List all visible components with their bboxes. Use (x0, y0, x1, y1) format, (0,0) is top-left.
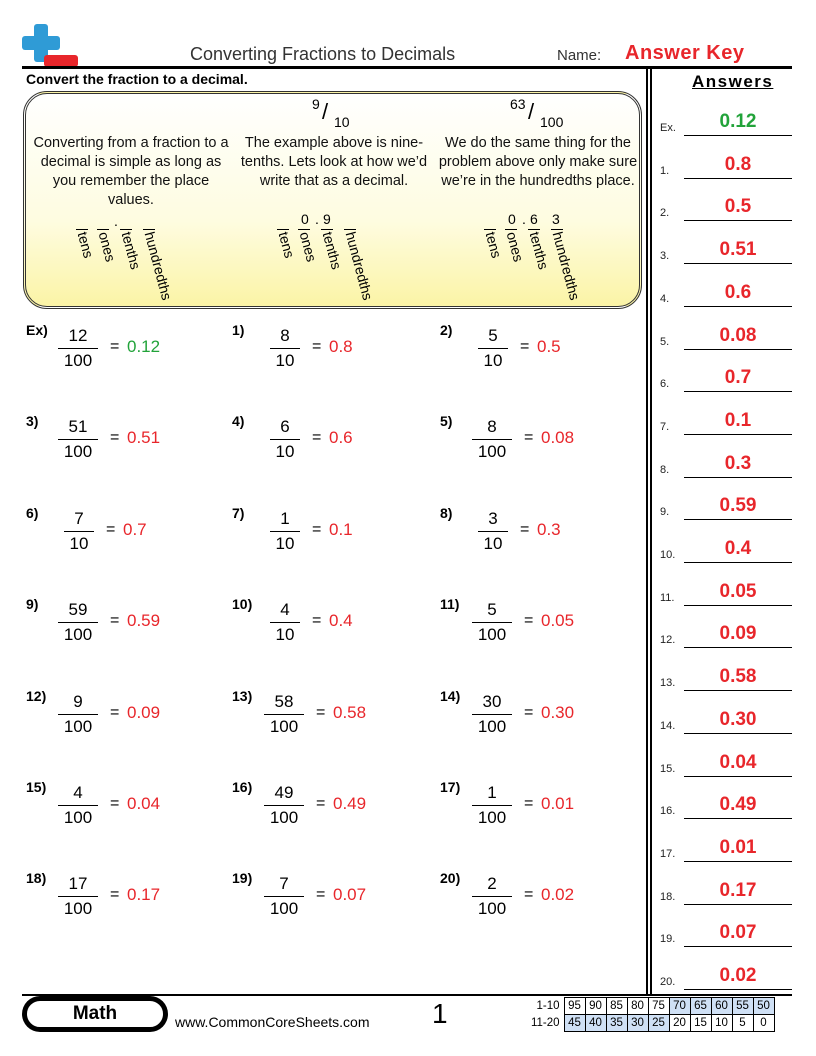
equals-sign: = (312, 429, 322, 446)
equals-sign: = (316, 704, 326, 721)
fraction-denominator: 10 (483, 351, 503, 370)
answer-label: 8. (660, 463, 670, 476)
fraction-numerator: 7 (279, 874, 289, 893)
problem-number: 3) (26, 413, 39, 429)
problem-answer: 0.51 (127, 428, 161, 447)
fraction-denominator: 100 (477, 808, 507, 827)
place-label: tens (74, 230, 97, 260)
answer-line (684, 946, 792, 947)
equals-sign: = (106, 521, 116, 538)
problem-fraction (64, 509, 94, 554)
answer-row (660, 566, 792, 606)
place-digit: 6 (530, 211, 538, 227)
example-text-intro: Converting from a fraction to a decimal is simple as long as you remember the place values. (33, 135, 229, 208)
fraction-bar (270, 622, 300, 623)
fraction-numerator: 59 (68, 600, 88, 619)
score-row-label: 11-20 (530, 1017, 560, 1029)
fraction-bar (58, 714, 98, 715)
fraction-numerator: 2 (487, 874, 497, 893)
problem-fraction (472, 692, 512, 737)
fraction-numerator: 9 (73, 692, 83, 711)
fraction-bar (270, 439, 300, 440)
problem-answer: 0.17 (127, 885, 161, 904)
score-cell: 20 (669, 1015, 690, 1032)
fraction-denominator: 100 (269, 717, 299, 736)
score-row (520, 1015, 774, 1032)
problem-number: 9) (26, 596, 39, 612)
fraction-numerator: 3 (488, 509, 498, 528)
answer-line (684, 776, 792, 777)
answer-line (684, 178, 792, 179)
name-value: Answer Key (625, 42, 745, 64)
answer-row (660, 480, 792, 520)
answer-label: 7. (660, 420, 670, 433)
fraction-bar (58, 896, 98, 897)
answer-row (660, 224, 792, 264)
fraction-numerator: 4 (280, 600, 290, 619)
answer-row (660, 181, 792, 221)
problem-number: 10) (232, 596, 253, 612)
equals-sign: = (110, 429, 120, 446)
place-label: tenths (118, 230, 144, 271)
fraction-denominator: 100 (63, 442, 93, 461)
equals-sign: = (524, 795, 534, 812)
problem-fraction (270, 509, 300, 554)
fraction-denominator: 100 (63, 899, 93, 918)
fraction-bar (472, 805, 512, 806)
problem-answer: 0.07 (333, 885, 367, 904)
answer-row (660, 694, 792, 734)
answer-label: 16. (660, 805, 676, 818)
equals-sign: = (524, 429, 534, 446)
equals-sign: = (110, 795, 120, 812)
problem-answer: 0.09 (127, 703, 161, 722)
decimal-point: . (522, 211, 526, 227)
score-cell: 10 (711, 1015, 732, 1032)
answer-line (684, 989, 792, 990)
answer-column-divider (646, 69, 652, 995)
answer-label: 6. (660, 378, 670, 391)
worksheet-title: Converting Fractions to Decimals (190, 44, 456, 64)
equals-sign: = (524, 612, 534, 629)
problem-fraction (478, 326, 508, 371)
problem-number: 4) (232, 413, 245, 429)
answer-label: 5. (660, 335, 670, 348)
problem-fraction (58, 600, 98, 645)
score-cell: 45 (564, 1015, 585, 1032)
problem-fraction (58, 692, 98, 737)
fraction-bar (472, 622, 512, 623)
problem-answer: 0.6 (329, 428, 353, 447)
problem-fraction (472, 600, 512, 645)
score-cell: 70 (669, 998, 690, 1015)
fraction-bar (270, 531, 300, 532)
problem-fraction (58, 783, 98, 828)
fraction-denominator: 10 (275, 534, 295, 553)
equals-sign: = (312, 521, 322, 538)
answer-value: 0.02 (719, 965, 757, 986)
answer-row (660, 352, 792, 392)
fraction-bar (472, 896, 512, 897)
problem-number: 6) (26, 505, 39, 521)
instruction-text: Convert the fraction to a decimal. (26, 71, 248, 87)
fraction-numerator: 4 (73, 783, 83, 802)
problem-number: 7) (232, 505, 245, 521)
score-cell: 55 (732, 998, 753, 1015)
answer-label: 15. (660, 762, 676, 775)
place-label: ones (95, 230, 119, 264)
example-denominator: 100 (540, 114, 564, 130)
score-cell: 0 (753, 1015, 774, 1032)
answer-label: 13. (660, 677, 676, 690)
fraction-slash: / (322, 99, 329, 124)
answer-row (660, 96, 792, 136)
score-cell: 80 (627, 998, 648, 1015)
fraction-bar (478, 348, 508, 349)
equals-sign: = (110, 886, 120, 903)
problem-number: 20) (440, 870, 461, 886)
score-row-label: 1-10 (536, 1000, 560, 1012)
answer-value: 0.09 (719, 623, 757, 645)
score-cell: 40 (585, 1015, 606, 1032)
decimal-point: . (114, 213, 118, 229)
answer-row (660, 139, 792, 179)
answer-label: 17. (660, 847, 676, 860)
answer-line (684, 562, 792, 563)
answer-label: 1. (660, 164, 670, 177)
answer-value: 0.17 (719, 879, 757, 901)
subject-pill: Math (24, 998, 166, 1030)
place-label: tens (275, 230, 298, 260)
problem-number: 8) (440, 505, 453, 521)
problem-answer: 0.30 (541, 703, 575, 722)
fraction-bar (472, 714, 512, 715)
fraction-slash: / (528, 99, 535, 124)
fraction-denominator: 100 (63, 808, 93, 827)
answer-value: 0.58 (719, 666, 757, 688)
fraction-denominator: 100 (63, 351, 93, 370)
fraction-numerator: 5 (487, 600, 497, 619)
answer-value: 0.8 (724, 153, 752, 175)
equals-sign: = (312, 612, 322, 629)
place-label: ones (503, 230, 527, 264)
fraction-bar (58, 622, 98, 623)
place-label: hundredths (342, 230, 377, 302)
answer-label: 10. (660, 549, 676, 561)
answer-row (660, 608, 792, 648)
problem-answer: 0.5 (537, 337, 561, 356)
problem-answer: 0.4 (329, 611, 353, 630)
equals-sign: = (312, 338, 322, 355)
place-label: tenths (526, 230, 552, 271)
answer-label: 12. (660, 634, 676, 647)
fraction-bar (64, 531, 94, 532)
answer-value: 0.5 (724, 196, 752, 218)
answer-line (684, 477, 792, 478)
answer-row (660, 865, 792, 905)
answer-line (684, 904, 792, 905)
answer-label: 3. (660, 250, 670, 263)
score-table (520, 997, 775, 1032)
fraction-denominator: 10 (275, 625, 295, 644)
answer-line (684, 733, 792, 734)
problem-number: 17) (440, 779, 461, 795)
problem-number: 5) (440, 413, 453, 429)
problem-answer: 0.59 (127, 611, 161, 630)
answer-line (684, 220, 792, 221)
problem-number: 2) (440, 322, 453, 338)
fraction-bar (478, 531, 508, 532)
answer-value: 0.1 (724, 409, 752, 431)
example-numerator: 9 (312, 96, 320, 112)
answer-row (660, 907, 792, 947)
fraction-numerator: 17 (68, 874, 88, 893)
answer-line (684, 647, 792, 648)
problem-fraction (270, 326, 300, 371)
problem-number: 11) (440, 596, 460, 612)
fraction-numerator: 8 (280, 326, 290, 345)
place-label: tenths (319, 230, 345, 271)
equals-sign: = (110, 338, 120, 355)
place-label: tens (482, 230, 505, 260)
answer-line (684, 349, 792, 350)
answer-line (684, 306, 792, 307)
answer-line (684, 519, 792, 520)
equals-sign: = (316, 795, 326, 812)
equals-sign: = (316, 886, 326, 903)
problem-answer: 0.01 (541, 794, 575, 813)
fraction-numerator: 1 (280, 509, 290, 528)
answer-label: 11. (660, 591, 675, 604)
answer-row (660, 523, 792, 563)
answer-line (684, 690, 792, 691)
answer-label: 4. (660, 292, 670, 305)
fraction-denominator: 10 (275, 351, 295, 370)
problem-number: 16) (232, 779, 253, 795)
example-denominator: 10 (334, 114, 350, 130)
problem-answer: 0.1 (329, 520, 353, 539)
answer-line (684, 391, 792, 392)
score-cell: 95 (564, 998, 585, 1015)
answer-value: 0.51 (719, 239, 757, 261)
answer-value: 0.08 (719, 324, 757, 346)
equals-sign: = (520, 338, 530, 355)
fraction-numerator: 8 (487, 417, 497, 436)
fraction-denominator: 100 (269, 899, 299, 918)
fraction-denominator: 100 (477, 717, 507, 736)
answer-value: 0.49 (719, 794, 757, 816)
place-digit: 3 (552, 211, 560, 227)
score-cell: 90 (585, 998, 606, 1015)
decimal-point: . (315, 211, 319, 227)
answer-value: 0.12 (719, 111, 757, 132)
fraction-denominator: 10 (483, 534, 503, 553)
fraction-numerator: 58 (274, 692, 294, 711)
answer-value: 0.05 (719, 580, 757, 602)
place-label: hundredths (549, 230, 584, 302)
plus-minus-logo-icon (22, 24, 80, 70)
fraction-denominator: 100 (63, 625, 93, 644)
problem-number: 14) (440, 688, 461, 704)
problem-fraction (270, 417, 300, 462)
problem-fraction (264, 874, 304, 919)
answer-label: 14. (660, 719, 676, 732)
name-label: Name: (557, 47, 602, 64)
answer-row (660, 737, 792, 777)
fraction-numerator: 51 (68, 417, 88, 436)
example-text-tenths: The example above is nine-tenths. Lets look at how we’d write that as a decimal. (240, 135, 428, 189)
score-cell: 75 (648, 998, 669, 1015)
score-cell: 15 (690, 1015, 711, 1032)
problem-answer: 0.12 (127, 337, 161, 356)
answer-label: 2. (660, 207, 670, 220)
fraction-numerator: 7 (74, 509, 84, 528)
problem-number: 1) (232, 322, 245, 338)
problem-answer: 0.08 (541, 428, 575, 447)
fraction-denominator: 100 (269, 808, 299, 827)
problem-number: Ex) (26, 322, 48, 338)
website-link[interactable]: www.CommonCoreSheets.com (175, 1014, 370, 1030)
fraction-numerator: 49 (274, 783, 294, 802)
problem-answer: 0.05 (541, 611, 575, 630)
problem-number: 13) (232, 688, 253, 704)
fraction-denominator: 100 (63, 717, 93, 736)
equals-sign: = (520, 521, 530, 538)
answers-heading: Answers (692, 72, 774, 91)
answer-value: 0.4 (724, 538, 752, 559)
fraction-denominator: 100 (477, 899, 507, 918)
problem-fraction (58, 326, 98, 371)
problem-answer: 0.49 (333, 794, 367, 813)
problem-fraction (478, 509, 508, 554)
example-text-hundredths: We do the same thing for the problem above only make sure we’re in the hundredths place. (438, 135, 638, 189)
fraction-denominator: 100 (477, 442, 507, 461)
problem-answer: 0.02 (541, 885, 575, 904)
answer-label: 9. (660, 506, 670, 519)
answer-line (684, 434, 792, 435)
answer-row (660, 950, 792, 990)
answer-row (660, 779, 792, 819)
problem-fraction (472, 874, 512, 919)
problem-answer: 0.58 (333, 703, 367, 722)
answer-row (660, 651, 792, 691)
place-digit: 9 (323, 211, 331, 227)
fraction-numerator: 30 (482, 692, 502, 711)
score-cell: 5 (732, 1015, 753, 1032)
place-digit: 0 (508, 211, 516, 227)
problem-answer: 0.3 (537, 520, 561, 539)
fraction-denominator: 100 (477, 625, 507, 644)
place-label: ones (296, 230, 320, 264)
equals-sign: = (524, 886, 534, 903)
score-cell: 60 (711, 998, 732, 1015)
place-digit: 0 (301, 211, 309, 227)
problem-number: 12) (26, 688, 47, 704)
answer-value: 0.3 (724, 452, 752, 474)
problem-answer: 0.7 (123, 520, 147, 539)
answer-value: 0.07 (719, 922, 757, 944)
score-row (520, 998, 774, 1015)
answer-line (684, 135, 792, 136)
header-divider (22, 66, 792, 69)
problem-number: 15) (26, 779, 47, 795)
fraction-denominator: 10 (69, 534, 89, 553)
problem-number: 18) (26, 870, 47, 886)
problem-fraction (58, 417, 98, 462)
problem-fraction (264, 783, 304, 828)
example-numerator: 63 (510, 96, 526, 112)
fraction-bar (58, 805, 98, 806)
answer-value: 0.01 (719, 836, 757, 858)
fraction-numerator: 12 (68, 326, 88, 345)
answer-row (660, 310, 792, 350)
answer-value: 0.6 (724, 281, 752, 303)
fraction-bar (472, 439, 512, 440)
score-cell: 35 (606, 1015, 627, 1032)
answer-row (660, 395, 792, 435)
answer-label: Ex. (660, 122, 676, 134)
fraction-bar (58, 439, 98, 440)
answer-line (684, 605, 792, 606)
score-cell: 25 (648, 1015, 669, 1032)
problem-fraction (472, 783, 512, 828)
fraction-numerator: 5 (488, 326, 498, 345)
equals-sign: = (524, 704, 534, 721)
answer-label: 19. (660, 933, 676, 946)
answer-row (660, 438, 792, 478)
answer-label: 20. (660, 976, 676, 988)
problem-fraction (58, 874, 98, 919)
equals-sign: = (110, 704, 120, 721)
answer-value: 0.7 (724, 367, 752, 389)
equals-sign: = (110, 612, 120, 629)
place-label: hundredths (141, 230, 176, 302)
answer-line (684, 861, 792, 862)
problem-number: 19) (232, 870, 253, 886)
answer-label: 18. (660, 890, 676, 903)
problem-answer: 0.8 (329, 337, 353, 356)
fraction-bar (264, 714, 304, 715)
answer-value: 0.59 (719, 495, 757, 517)
fraction-denominator: 10 (275, 442, 295, 461)
answer-row (660, 822, 792, 862)
page-number: 1 (432, 998, 448, 1029)
answer-line (684, 818, 792, 819)
answer-row (660, 267, 792, 307)
fraction-numerator: 1 (487, 783, 497, 802)
score-cell: 30 (627, 1015, 648, 1032)
fraction-numerator: 6 (280, 417, 290, 436)
answer-line (684, 263, 792, 264)
problem-fraction (472, 417, 512, 462)
score-cell: 85 (606, 998, 627, 1015)
fraction-bar (264, 896, 304, 897)
fraction-bar (270, 348, 300, 349)
problem-fraction (264, 692, 304, 737)
score-cell: 50 (753, 998, 774, 1015)
fraction-bar (58, 348, 98, 349)
score-cell: 65 (690, 998, 711, 1015)
problem-fraction (270, 600, 300, 645)
fraction-bar (264, 805, 304, 806)
problem-answer: 0.04 (127, 794, 161, 813)
answer-value: 0.04 (719, 751, 757, 773)
answer-value: 0.30 (719, 708, 757, 730)
